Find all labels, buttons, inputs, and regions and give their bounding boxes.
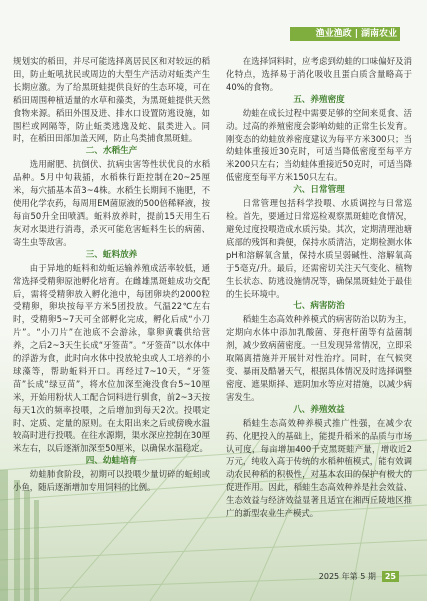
section-heading: 七、病害防治 bbox=[293, 301, 345, 312]
header-magazine: 湖南农业 bbox=[360, 29, 397, 39]
page-header bbox=[0, 0, 427, 48]
page-number: 25 bbox=[382, 571, 399, 582]
body-paragraph: 稻蛙生态高效种养模式推广性强，在减少农药、化肥投入的基础上，能提升稻米的品质与市场认可度，每亩增加400千克黑斑蛙产量，增收近2万元，纯收入高于传统的水稻种植模式，能有效调动农民种稻的积极性，对基本农田的保护有极大的促进作用。因此，稻蛙生态高效种养是社会效益、生态效益与经济效益显著且适宜在湘西丘陵地区推广的新型农业生产模式。 bbox=[226, 417, 412, 519]
header-section: 渔业渔政 bbox=[315, 29, 352, 39]
body-paragraph: 在选择饲料时，应考虑到幼蛙的口味偏好及消化特点，选择易于消化吸收且蛋白质含量略高于40%的食物。 bbox=[226, 56, 412, 92]
body-paragraph: 规划实的稻田，并尽可能选择离居民区和对较远的稻田，防止蚯吼扰民或周边的大型生产活动对蚯类产生长期应激。为了给黑斑蛙提供良好的生态环境，可在稻田周围种植适量的水草和藻类，为黑斑蛙提供天然食物来源。稻田外围及进、排水口设置防逃设施，如围栏或网隔等，防止蚯类逃逸及蛇、鼠类进入。同时，在稻田田部加盖天网，防止鸟类捕食黑斑蛙。 bbox=[13, 56, 210, 144]
header-title bbox=[316, 27, 397, 41]
body-paragraph: 幼蛙肺食阶段，初期可以投喂少量切碎的蚯蚓或小鱼，随后逐渐增加专用饲料的比例。 bbox=[13, 469, 210, 493]
body-paragraph: 稻蛙生态高效种养模式的病害防治以防为主，定期向水体中添加乳酸菌、芽孢杆菌等有益菌制剂，减少致病菌密度。一旦发现异常情况，立即采取隔离措施并开展针对性治疗。同时，在气候突变、暴雨及酷暑天气，根据具体情况及时选择调整密度、遮果斯择、遮阴加水等应对措施，以减少病害发生。 bbox=[226, 314, 412, 402]
body-paragraph: 选用耐肥、抗倒伏、抗病虫害等性状优良的水稻品种。5月中旬栽插，水稻株行距控制在20~25厘米，每穴插基本苗3~4株。水稻生长期间不施肥，不使用化学农药，每周用EM菌原液的500倍稀释液，按每亩50升全田喷洒。蚯料放养时，提前15天用生石灰对水渠进行消毒，杀灭可能危害蚯料生长的病菌、寄生虫等敌害。 bbox=[13, 159, 210, 247]
section-heading: 四、幼蛙培育 bbox=[85, 456, 138, 467]
body-paragraph: 由于异地的蚯料和幼蚯运输养殖成活率较低，通常选择受精卵原池孵化培育。在雌雄黑斑蛙成功交配后，需将受精卵放入孵化池中，每团卵块约2000粒受精卵，卵块按每平方米5团投放。气温22℃左右时，受精卵5~7天可全部孵化完成，孵化后成“小刀片”。“小刀片”在池底不会游泳，靠卵黄囊供给营养，之后2~3天生长成“牙签苗”。“牙签苗”以水体中的浮游为食，此时向水体中投放轮虫或人工培养的小球藻等，帮助蚯料开口。再经过7~10天，“牙签苗”长成“绿豆苗”，将水位加深至淹没食台5~10厘米，开始用粉状人工配合饲料进行驯食，前2~3天按每天1次的频率投喂，之后增加到每天2次。投喂定时、定质、定量的原则。在太阳出来之后或傍晚水温较高时进行投喂。在往水源期，渠水深应控制在30厘米左右，以后逐渐加深至50厘米，以确保水温稳定。 bbox=[13, 262, 210, 454]
header-separator: | bbox=[354, 29, 358, 39]
page-footer bbox=[319, 571, 399, 582]
section-heading: 二、水稻生产 bbox=[85, 146, 138, 157]
left-column bbox=[13, 55, 210, 494]
section-heading: 八、养殖效益 bbox=[293, 404, 345, 415]
section-heading: 六、日常管理 bbox=[293, 185, 345, 196]
issue-label: 2025 年第 5 期 bbox=[318, 572, 376, 581]
right-column bbox=[226, 55, 412, 520]
section-heading: 三、蚯料放养 bbox=[85, 249, 138, 260]
section-heading: 五、养殖密度 bbox=[293, 94, 345, 105]
body-paragraph: 日常管理包括科学投喂、水质调控与日常巡检。首先，要通过日常巡检观察黑斑蛙吃食情况，避免过度投喂造成水质污染。其次，定期清理池塘底部的残饵和粪便，保持水质清洁，定期检测水体pH和溶解氧含量，保持水质呈弱碱性、溶解氧高于5毫克/升。最后，还需密切关注天气变化、植物生长状态、防逃设施情况等，确保黑斑蛙处于最佳的生长环境中。 bbox=[226, 198, 412, 299]
body-paragraph: 幼蛙在成长过程中需要足够的空间来觅食、活动。过高的养殖密度会影响幼蛙的正常生长发育。刚变态的幼蛙放养密度建议为每平方米300只；当幼蛙体重接近30克时，可适当降低密度至每平方米200只左右；当幼蛙体重接近50克时，可适当降低密度至每平方米150只左右。 bbox=[226, 107, 412, 183]
